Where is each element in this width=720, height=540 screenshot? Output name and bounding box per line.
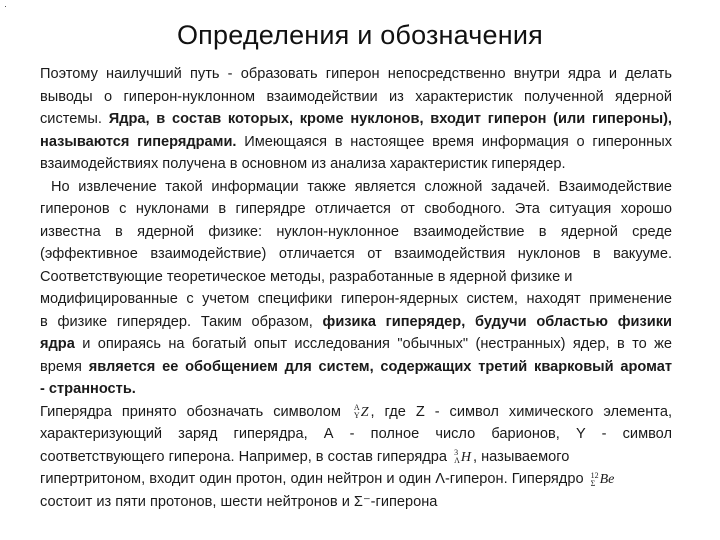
text-line (40, 378, 672, 401)
definition-bold: Ядра, в состав которых, кроме нуклонов, входит гиперон (или гипероны), (108, 111, 672, 127)
definition-bold: называются гиперядрами. (40, 133, 237, 150)
text-line: время является ее обобщением для систем, содержащих третий кварковый аромат (40, 358, 673, 375)
text-line: Гиперядра принято обозначать символом A Y Z , где Z - символ химического элемента, (40, 401, 672, 424)
text-line: выводы о гиперон-нуклонном взаимодействии из характеристик полученной ядерной (40, 88, 672, 105)
text-line: Но извлечение такой информации также является сложной задачей. Взаимодействие (51, 178, 672, 195)
emphasis-bold: физика гиперядер, будучи областью физики (322, 313, 672, 330)
hypernucleus-symbol-generic: A Y Z (353, 403, 369, 421)
text-line: соответствующего гиперона. Например, в состав гиперядра 3 Λ H , называемого (40, 446, 672, 469)
body-text (40, 63, 672, 513)
text-line: известна в ядерной физике: нуклон-нуклонное взаимодействие в ядерной среде (40, 223, 672, 240)
text-line: Соответствующие теоретическое методы, разработанные в ядерной физике и (40, 268, 573, 285)
page-title: Определения и обозначения (176, 20, 543, 50)
text-line: ядра и опираясь на богатый опыт исследования "обычных" (нестранных) ядер, в то же (40, 336, 672, 352)
text-line: (эффективное взаимодействие) отличается от взаимодействия нуклонов в вакууме. (40, 246, 672, 262)
text-line: состоит из пяти протонов, шести нейтронов и Σ⁻-гиперона (40, 493, 438, 510)
text-line: называются гиперядрами. Имеющаяся в настоящее время информация о гиперонных (40, 133, 672, 150)
text-line: системы. Ядра, в состав которых, кроме нуклонов, входит гиперон (или гипероны), (40, 111, 672, 127)
text-line: Поэтому наилучший путь - образовать гиперон непосредственно внутри ядра и делать (40, 66, 672, 82)
emphasis-bold: - странность. (40, 381, 136, 397)
emphasis-bold: является ее обобщением для систем, содержащих третий кварковый аромат (88, 358, 673, 375)
text-line: гиперонов с нуклонами в гиперядре отличается от свободного. Эта ситуация хорошо (40, 201, 672, 217)
emphasis-bold: ядра (40, 336, 75, 352)
text-line: характеризующий заряд гиперядра, А - полное число барионов, Y - символ (40, 426, 672, 442)
hypernucleus-symbol-hypertriton: 3 Λ H (454, 448, 472, 466)
text-line: взаимодействиях получена в основном из анализа характеристик гиперядер. (40, 156, 566, 172)
slide-marker: · (4, 1, 7, 11)
hypernucleus-symbol-beryllium: 12 Σ Be (590, 470, 615, 488)
text-line: гипертритоном, входит один протон, один нейтрон и один Λ-гиперон. Гиперядро 12 Σ Be (40, 468, 672, 491)
text-line: в физике гиперядер. Таким образом, физика гиперядер, будучи областью физики (40, 313, 672, 330)
text-line: модифицированные с учетом специфики гиперон-ядерных систем, находят применение (40, 291, 672, 307)
